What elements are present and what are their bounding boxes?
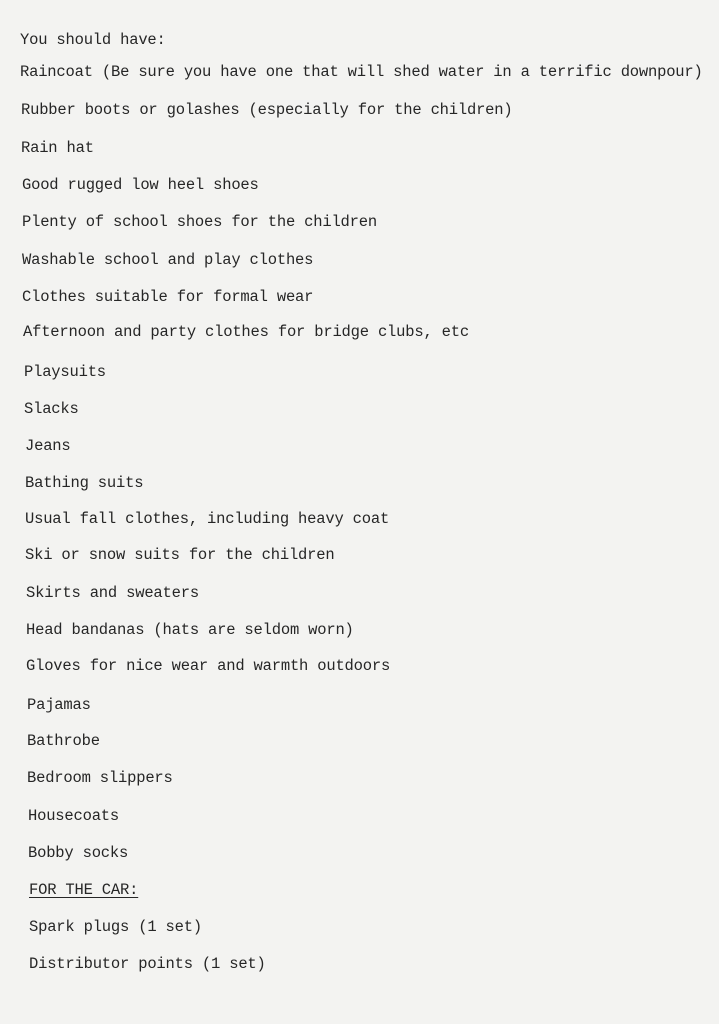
list-item: Afternoon and party clothes for bridge clubs, etc (23, 323, 469, 341)
list-item: Plenty of school shoes for the children (22, 213, 377, 231)
list-item: Usual fall clothes, including heavy coat (25, 510, 390, 528)
list-item: Good rugged low heel shoes (22, 176, 259, 194)
car-section-heading: FOR THE CAR: (29, 881, 139, 899)
list-item: Clothes suitable for formal wear (22, 288, 314, 306)
list-item: Head bandanas (hats are seldom worn) (26, 621, 354, 639)
list-item: Ski or snow suits for the children (25, 546, 335, 564)
list-item: Bathrobe (27, 732, 100, 750)
list-item: Skirts and sweaters (26, 584, 199, 602)
list-item: Rubber boots or golashes (especially for the children) (21, 101, 513, 119)
list-item: Bathing suits (25, 474, 144, 492)
list-item: Distributor points (1 set) (29, 955, 266, 973)
intro-line: You should have: (20, 31, 166, 49)
list-item: Housecoats (28, 807, 120, 825)
list-item: Washable school and play clothes (22, 251, 314, 269)
list-item: Bobby socks (28, 844, 129, 862)
list-item: Rain hat (21, 139, 94, 157)
list-item: Slacks (24, 400, 79, 418)
list-item: Raincoat (Be sure you have one that will shed water in a terrific downpour) (20, 63, 703, 81)
list-item: Playsuits (24, 363, 106, 381)
list-item: Spark plugs (1 set) (29, 918, 202, 936)
list-item: Pajamas (27, 696, 91, 714)
list-item: Bedroom slippers (27, 769, 173, 787)
list-item: Gloves for nice wear and warmth outdoors (26, 657, 391, 675)
list-item: Jeans (25, 437, 71, 455)
